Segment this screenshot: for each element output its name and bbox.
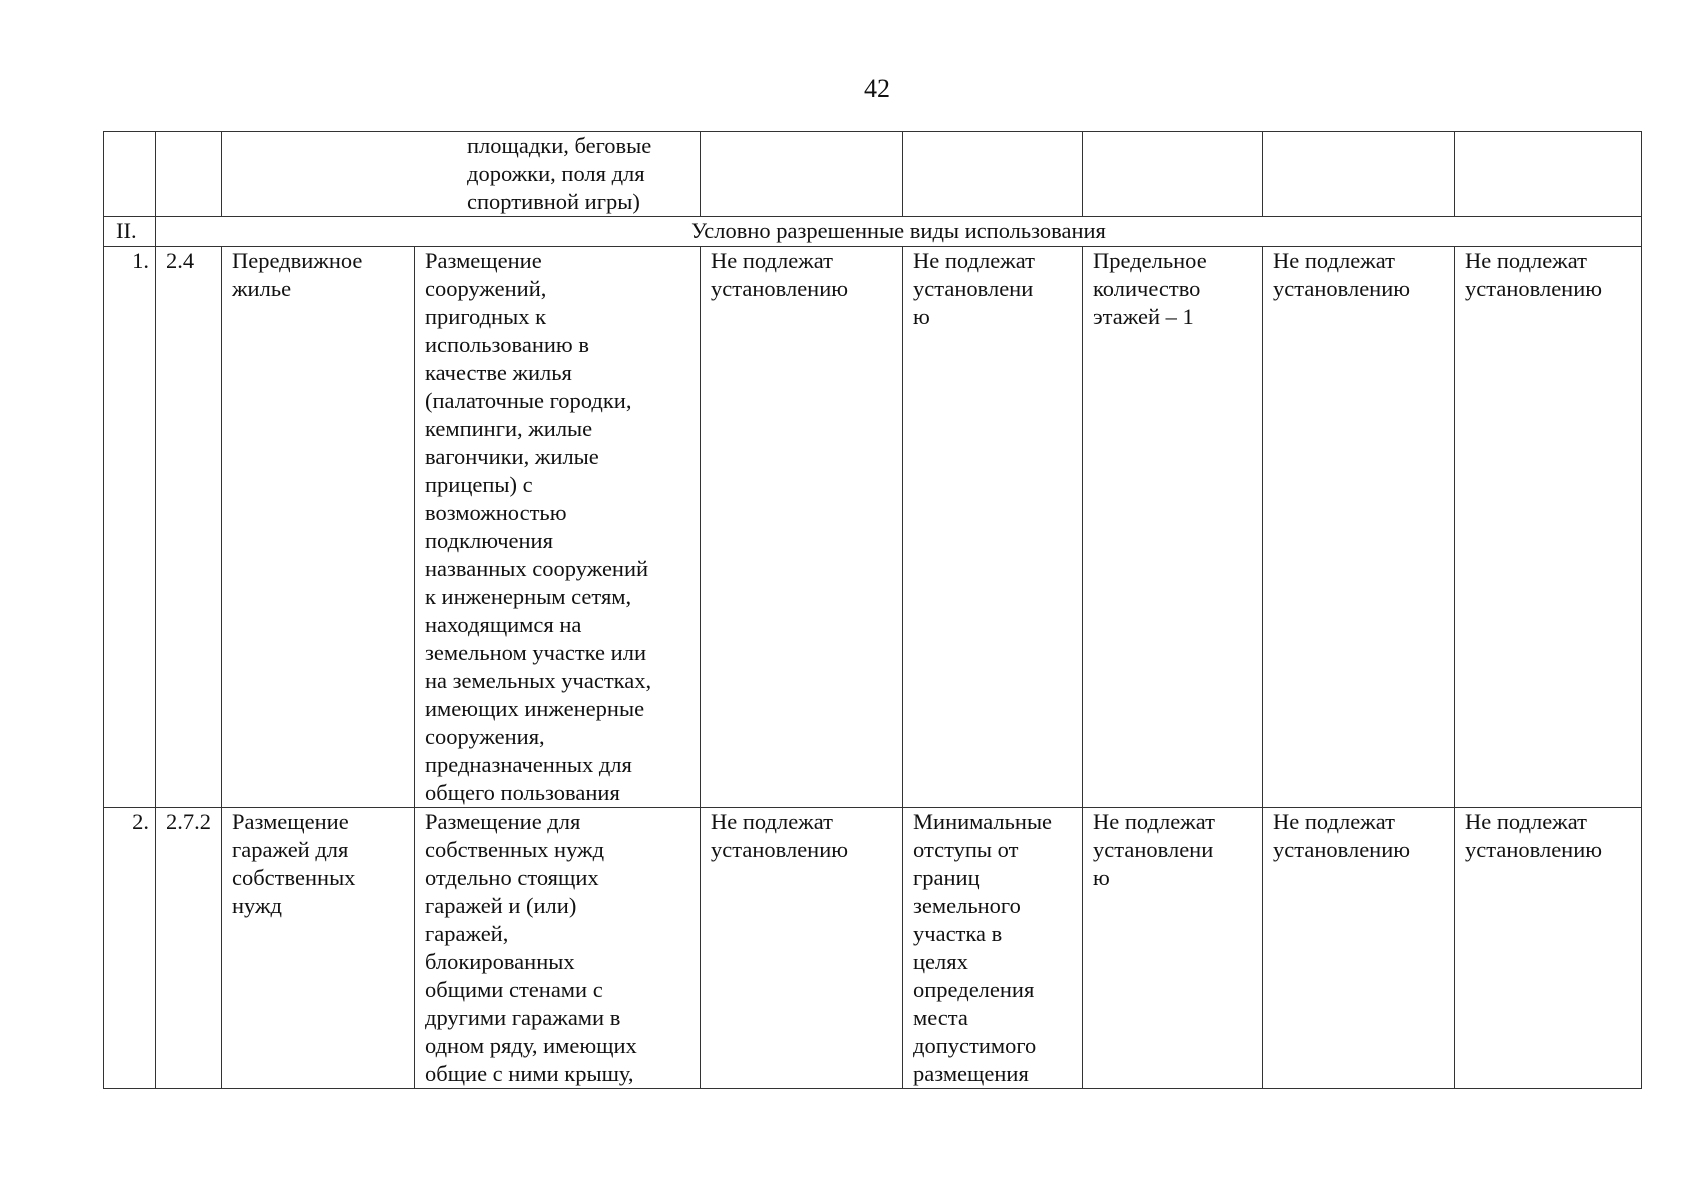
- use-code: 2.4: [156, 247, 222, 808]
- section-title: Условно разрешенные виды использования: [156, 217, 1642, 247]
- cell-empty: [104, 132, 156, 217]
- section-number: II.: [104, 217, 156, 247]
- use-description: Размещение сооружений, пригодных к использованию в качестве жилья (палаточные городки, кемпинги, жилые вагончики, жилые прицепы) с возможностью подключения названных сооружений к инженерным сетям, находящимся на земельном участке или на земельных участках, имеющих инженерные сооружения, предназначенных для общего пользования: [415, 247, 701, 808]
- parameter-cell: Не подлежат установлению: [1455, 808, 1642, 1089]
- row-number: 2.: [104, 808, 156, 1089]
- table-row-continuation: [104, 132, 1642, 217]
- parameter-cell: Не подлежат установлению: [701, 247, 903, 808]
- cell-empty: [1455, 132, 1642, 217]
- zoning-regulations-table: [103, 131, 1642, 1089]
- use-name: Передвижное жилье: [222, 247, 415, 808]
- cell-empty: [1083, 132, 1263, 217]
- cell-empty: [701, 132, 903, 217]
- parameter-cell: Не подлежат установлени ю: [903, 247, 1083, 808]
- cell-empty: [156, 132, 222, 217]
- table-row: [104, 247, 1642, 808]
- use-description: Размещение для собственных нужд отдельно стоящих гаражей и (или) гаражей, блокированных общими стенами с другими гаражами в одном ряду, имеющих общие с ними крышу,: [415, 808, 701, 1089]
- section-header-row: [104, 217, 1642, 247]
- parameter-cell: Предельное количество этажей – 1: [1083, 247, 1263, 808]
- parameter-cell: Минимальные отступы от границ земельного участка в целях определения места допустимого размещения: [903, 808, 1083, 1089]
- page-number: 42: [864, 74, 890, 103]
- parameter-cell: Не подлежат установлению: [1263, 808, 1455, 1089]
- parameter-cell: Не подлежат установлени ю: [1083, 808, 1263, 1089]
- cell-empty: [1263, 132, 1455, 217]
- table-row: [104, 808, 1642, 1089]
- cell-empty: [903, 132, 1083, 217]
- parameter-cell: Не подлежат установлению: [1263, 247, 1455, 808]
- parameter-cell: Не подлежат установлению: [701, 808, 903, 1089]
- use-code: 2.7.2: [156, 808, 222, 1089]
- parameter-cell: Не подлежат установлению: [1455, 247, 1642, 808]
- cell-description-continued: площадки, беговые дорожки, поля для спортивной игры): [222, 132, 701, 217]
- row-number: 1.: [104, 247, 156, 808]
- use-name: Размещение гаражей для собственных нужд: [222, 808, 415, 1089]
